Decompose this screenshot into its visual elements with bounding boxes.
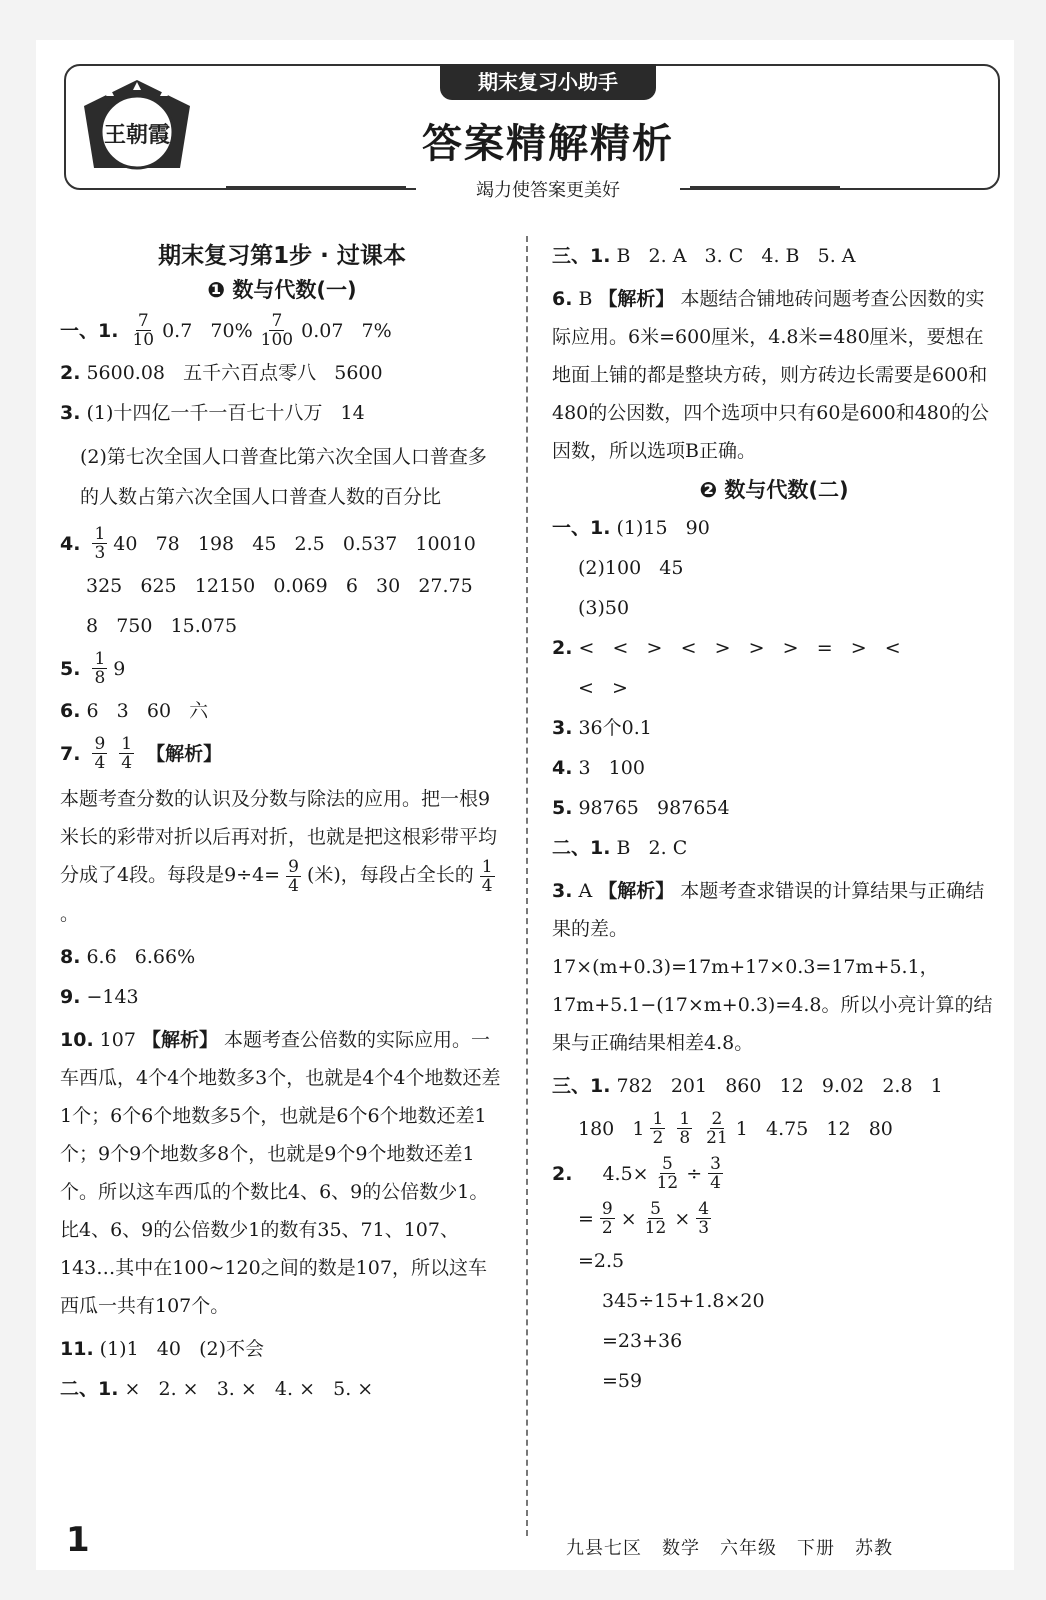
fraction: $\frac{7}{100}$ bbox=[260, 311, 294, 350]
fraction: $\frac{9}{4}$ bbox=[288, 856, 299, 896]
page-number: 1 bbox=[66, 1520, 90, 1560]
answer-q11: 11. (1)1 40 (2)不会 bbox=[60, 1337, 265, 1360]
answer-s9-line3: =2.5 bbox=[578, 1250, 625, 1272]
answer-s9-line1: 2. 4.5× $\frac{5}{12}$ ÷ $\frac{3}{4}$ bbox=[552, 1154, 721, 1193]
slogan-line-left bbox=[226, 186, 406, 188]
answer-q6: 6. 6 3 60 六 bbox=[60, 700, 209, 722]
fraction: $\frac{1}{4}$ bbox=[481, 856, 493, 896]
answer-r2: 6. B 【解析】 本题结合铺地砖问题考查公因数的实际应用。6米=600厘米，4.8米=480厘米，要想在地面上铺的都是整块方砖，则方砖边长需要是600和480的公因数，四个选项中只有60是600和480的公因数，所以选项B正确。 bbox=[552, 288, 989, 462]
right-column bbox=[552, 240, 996, 1405]
fraction: $\frac{1}{8}$ bbox=[679, 1109, 691, 1148]
fraction: $\frac{3}{4}$ bbox=[710, 1154, 721, 1193]
fraction: $\frac{9}{4}$ bbox=[94, 734, 106, 773]
answer-s1c: (3)50 bbox=[578, 597, 630, 619]
sub-title-1: ❶ 数与代数(一) bbox=[207, 278, 357, 302]
logo-text: 王朝霞 bbox=[103, 122, 171, 148]
answer-q4-line2: 325 625 12150 0.069 6 30 27.75 bbox=[86, 575, 473, 597]
answer-s1b: (2)100 45 bbox=[578, 557, 684, 579]
fraction: $\frac{7}{10}$ bbox=[132, 311, 155, 350]
fraction: $\frac{2}{21}$ bbox=[706, 1109, 728, 1148]
left-column bbox=[60, 240, 504, 1413]
answer-s9-line5: =23+36 bbox=[602, 1330, 683, 1352]
footer-info: 九县七区 数学 六年级 下册 苏教 bbox=[566, 1538, 893, 1559]
answer-s8: 三、1. 782 201 860 12 9.02 2.8 1 bbox=[552, 1075, 943, 1097]
slogan: 竭力使答案更美好 bbox=[416, 176, 680, 202]
answer-s5: 5. 98765 987654 bbox=[552, 797, 730, 819]
answer-s4: 4. 3 100 bbox=[552, 757, 645, 779]
section-title: 期末复习第1步 · 过课本 bbox=[158, 243, 406, 269]
fraction: $\frac{5}{12}$ bbox=[656, 1154, 679, 1193]
fraction: $\frac{1}{8}$ bbox=[94, 649, 106, 688]
answer-q12: 二、1. × 2. × 3. × 4. × 5. × bbox=[60, 1377, 374, 1400]
brand-logo bbox=[70, 76, 204, 180]
fraction: $\frac{1}{4}$ bbox=[121, 734, 133, 773]
fraction: $\frac{4}{3}$ bbox=[698, 1199, 710, 1238]
answer-s2-line2: < > bbox=[578, 677, 628, 699]
answer-page bbox=[36, 40, 1014, 1570]
fraction: $\frac{1}{3}$ bbox=[94, 524, 106, 563]
answer-s9-line4: 345÷15+1.8×20 bbox=[602, 1290, 765, 1312]
answer-q1: 一、1. $\frac{7}{10}$ 0.7 70% $\frac{7}{100}$ 0.07 7% bbox=[60, 311, 392, 350]
answer-q9: 9. −143 bbox=[60, 985, 139, 1008]
answer-s9-line6: =59 bbox=[602, 1370, 643, 1392]
answer-s8-line2: 180 1 $\frac{1}{2}$ $\frac{1}{8}$ $\frac{2}{21}$ 1 4.75 12 80 bbox=[578, 1109, 893, 1148]
answer-s6: 二、1. B 2. C bbox=[552, 837, 688, 859]
answer-q7: 7. $\frac{9}{4}$ $\frac{1}{4}$ 【解析】 bbox=[60, 734, 223, 773]
answer-q3b: (2)第七次全国人口普查比第六次全国人口普查多的人数占第六次全国人口普查人数的百分比 bbox=[80, 446, 487, 508]
page-title: 答案精解精析 bbox=[422, 121, 674, 167]
answer-s9-line2: = $\frac{9}{2}$ × $\frac{5}{12}$ × $\frac{4}{3}$ bbox=[578, 1199, 710, 1238]
sub-title-2: ❷ 数与代数(二) bbox=[699, 478, 849, 502]
answer-r1: 三、1. B 2. A 3. C 4. B 5. A bbox=[552, 245, 856, 267]
answer-q7-explanation: 本题考查分数的认识及分数与除法的应用。把一根9米长的彩带对折以后再对折，也就是把这根彩带平均分成了4段。每段是9÷4= $\frac{9}{4}$ (米)，每段占全长的 $\frac{1}{4}$ 。 bbox=[60, 788, 498, 925]
answer-s1a: 一、1. (1)15 90 bbox=[552, 517, 710, 539]
answer-q4: 4. $\frac{1}{3}$ 40 78 198 45 2.5 0.537 10010 bbox=[60, 524, 476, 563]
answer-q3a: 3. (1)十四亿一千一百七十八万 14 bbox=[60, 402, 365, 424]
header-tag: 期末复习小助手 bbox=[440, 64, 656, 100]
column-divider bbox=[526, 236, 528, 1536]
answer-s2: 2. < < > < > > > = > < bbox=[552, 637, 901, 659]
fraction: $\frac{1}{2}$ bbox=[652, 1109, 664, 1148]
fraction: $\frac{9}{2}$ bbox=[601, 1199, 613, 1238]
answer-s7: 3. A 【解析】 本题考查求错误的计算结果与正确结果的差。17×(m+0.3)=17m+17×0.3=17m+5.1，17m+5.1−(17×m+0.3)=4.8。所以小亮计算的结果与正确结果相差4.8。 bbox=[552, 880, 993, 1054]
answer-q5: 5. $\frac{1}{8}$ 9 bbox=[60, 649, 126, 688]
fraction: $\frac{5}{12}$ bbox=[644, 1199, 667, 1238]
answer-s3: 3. 36个0.1 bbox=[552, 717, 652, 739]
answer-q10: 10. 107 【解析】 本题考查公倍数的实际应用。一车西瓜，4个4个地数多3个，也就是4个4个地数还差1个；6个6个地数多5个，也就是6个6个地数还差1个；9个9个地数多8个，也就是9个9个地数还差1个。所以这车西瓜的个数比4、6、9的公倍数少1。比4、6、9的公倍数少1的数有35、71、107、143…其中在100~120之间的数是107，所以这车西瓜一共有107个。 bbox=[60, 1028, 501, 1317]
answer-q4-line3: 8 750 15.075 bbox=[86, 615, 238, 637]
slogan-line-right bbox=[690, 186, 840, 188]
answer-q2: 2. 5600.08 五千六百点零八 5600 bbox=[60, 362, 383, 384]
answer-q8: 8. 6.6̇ 6.66% bbox=[60, 945, 196, 968]
